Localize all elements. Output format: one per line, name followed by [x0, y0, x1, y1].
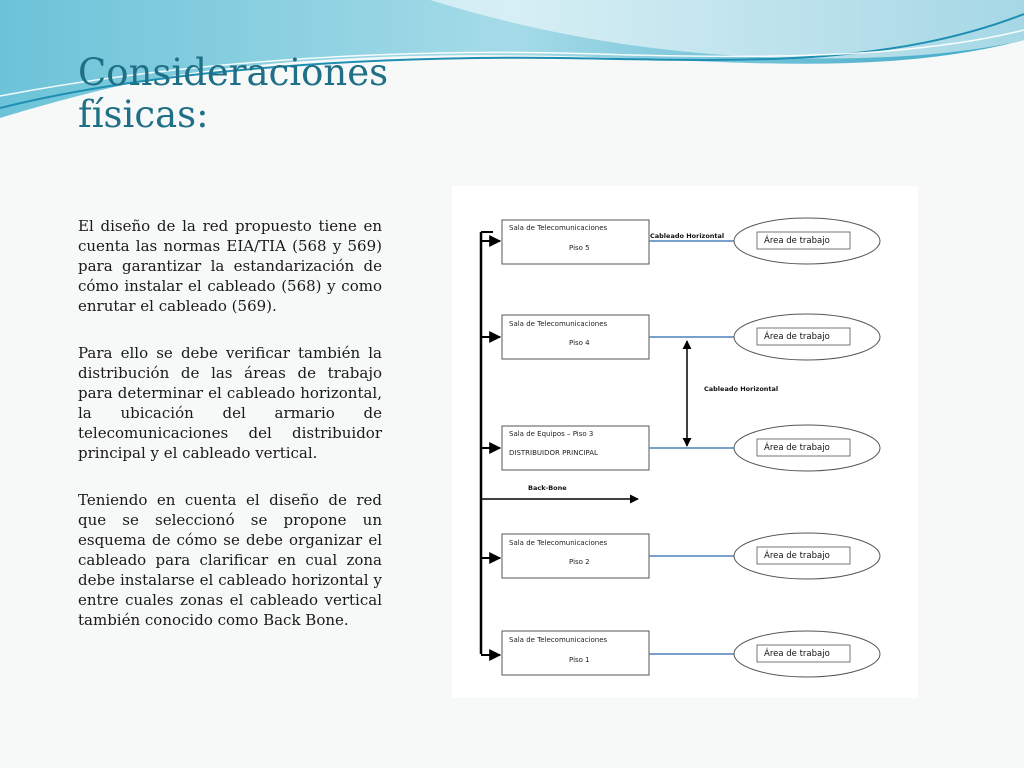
room-name-piso5: Sala de Telecomunicaciones: [509, 224, 608, 232]
room-floor-piso1: Piso 1: [569, 656, 590, 664]
horizontal-cabling-label-mid: Cableado Horizontal: [704, 385, 779, 393]
paragraph-scheme: Teniendo en cuenta el diseño de red que se seleccionó se propone un esquema de cómo se debe organizar el cableado para clarificar en cual zona debe instalarse el cableado horizontal y entre cuales zonas el cableado vertical también conocido como Back Bone.: [78, 491, 382, 629]
paragraph-norms: El diseño de la red propuesto tiene en cuenta las normas EIA/TIA (568 y 569) para garantizar la estandarización de cómo instalar el cableado (568) y como enrutar el cableado (569).: [78, 217, 382, 315]
body-text: [78, 216, 382, 657]
room-name-piso3: Sala de Equipos – Piso 3: [509, 430, 594, 438]
room-floor-piso4: Piso 4: [569, 339, 590, 347]
work-area-label-piso5: Área de trabajo: [764, 236, 830, 246]
work-area-label-piso3: Área de trabajo: [764, 443, 830, 453]
room-floor-piso3: DISTRIBUIDOR PRINCIPAL: [509, 449, 598, 457]
cabling-diagram: [452, 186, 918, 698]
room-name-piso2: Sala de Telecomunicaciones: [509, 539, 608, 547]
work-area-label-piso1: Área de trabajo: [764, 649, 830, 659]
paragraph-distribution: Para ello se debe verificar también la distribución de las áreas de trabajo para determinar el cableado horizontal, la ubicación del armario de telecomunicaciones del distribuidor principal y el cableado vertical.: [78, 344, 382, 462]
work-area-label-piso4: Área de trabajo: [764, 332, 830, 342]
room-name-piso1: Sala de Telecomunicaciones: [509, 636, 608, 644]
room-name-piso4: Sala de Telecomunicaciones: [509, 320, 608, 328]
room-floor-piso2: Piso 2: [569, 558, 590, 566]
backbone-label: Back-Bone: [528, 484, 567, 492]
page-title: Consideraciones físicas:: [78, 51, 389, 136]
horizontal-cabling-label-top: Cableado Horizontal: [650, 232, 725, 240]
work-area-label-piso2: Área de trabajo: [764, 551, 830, 561]
room-floor-piso5: Piso 5: [569, 244, 590, 252]
